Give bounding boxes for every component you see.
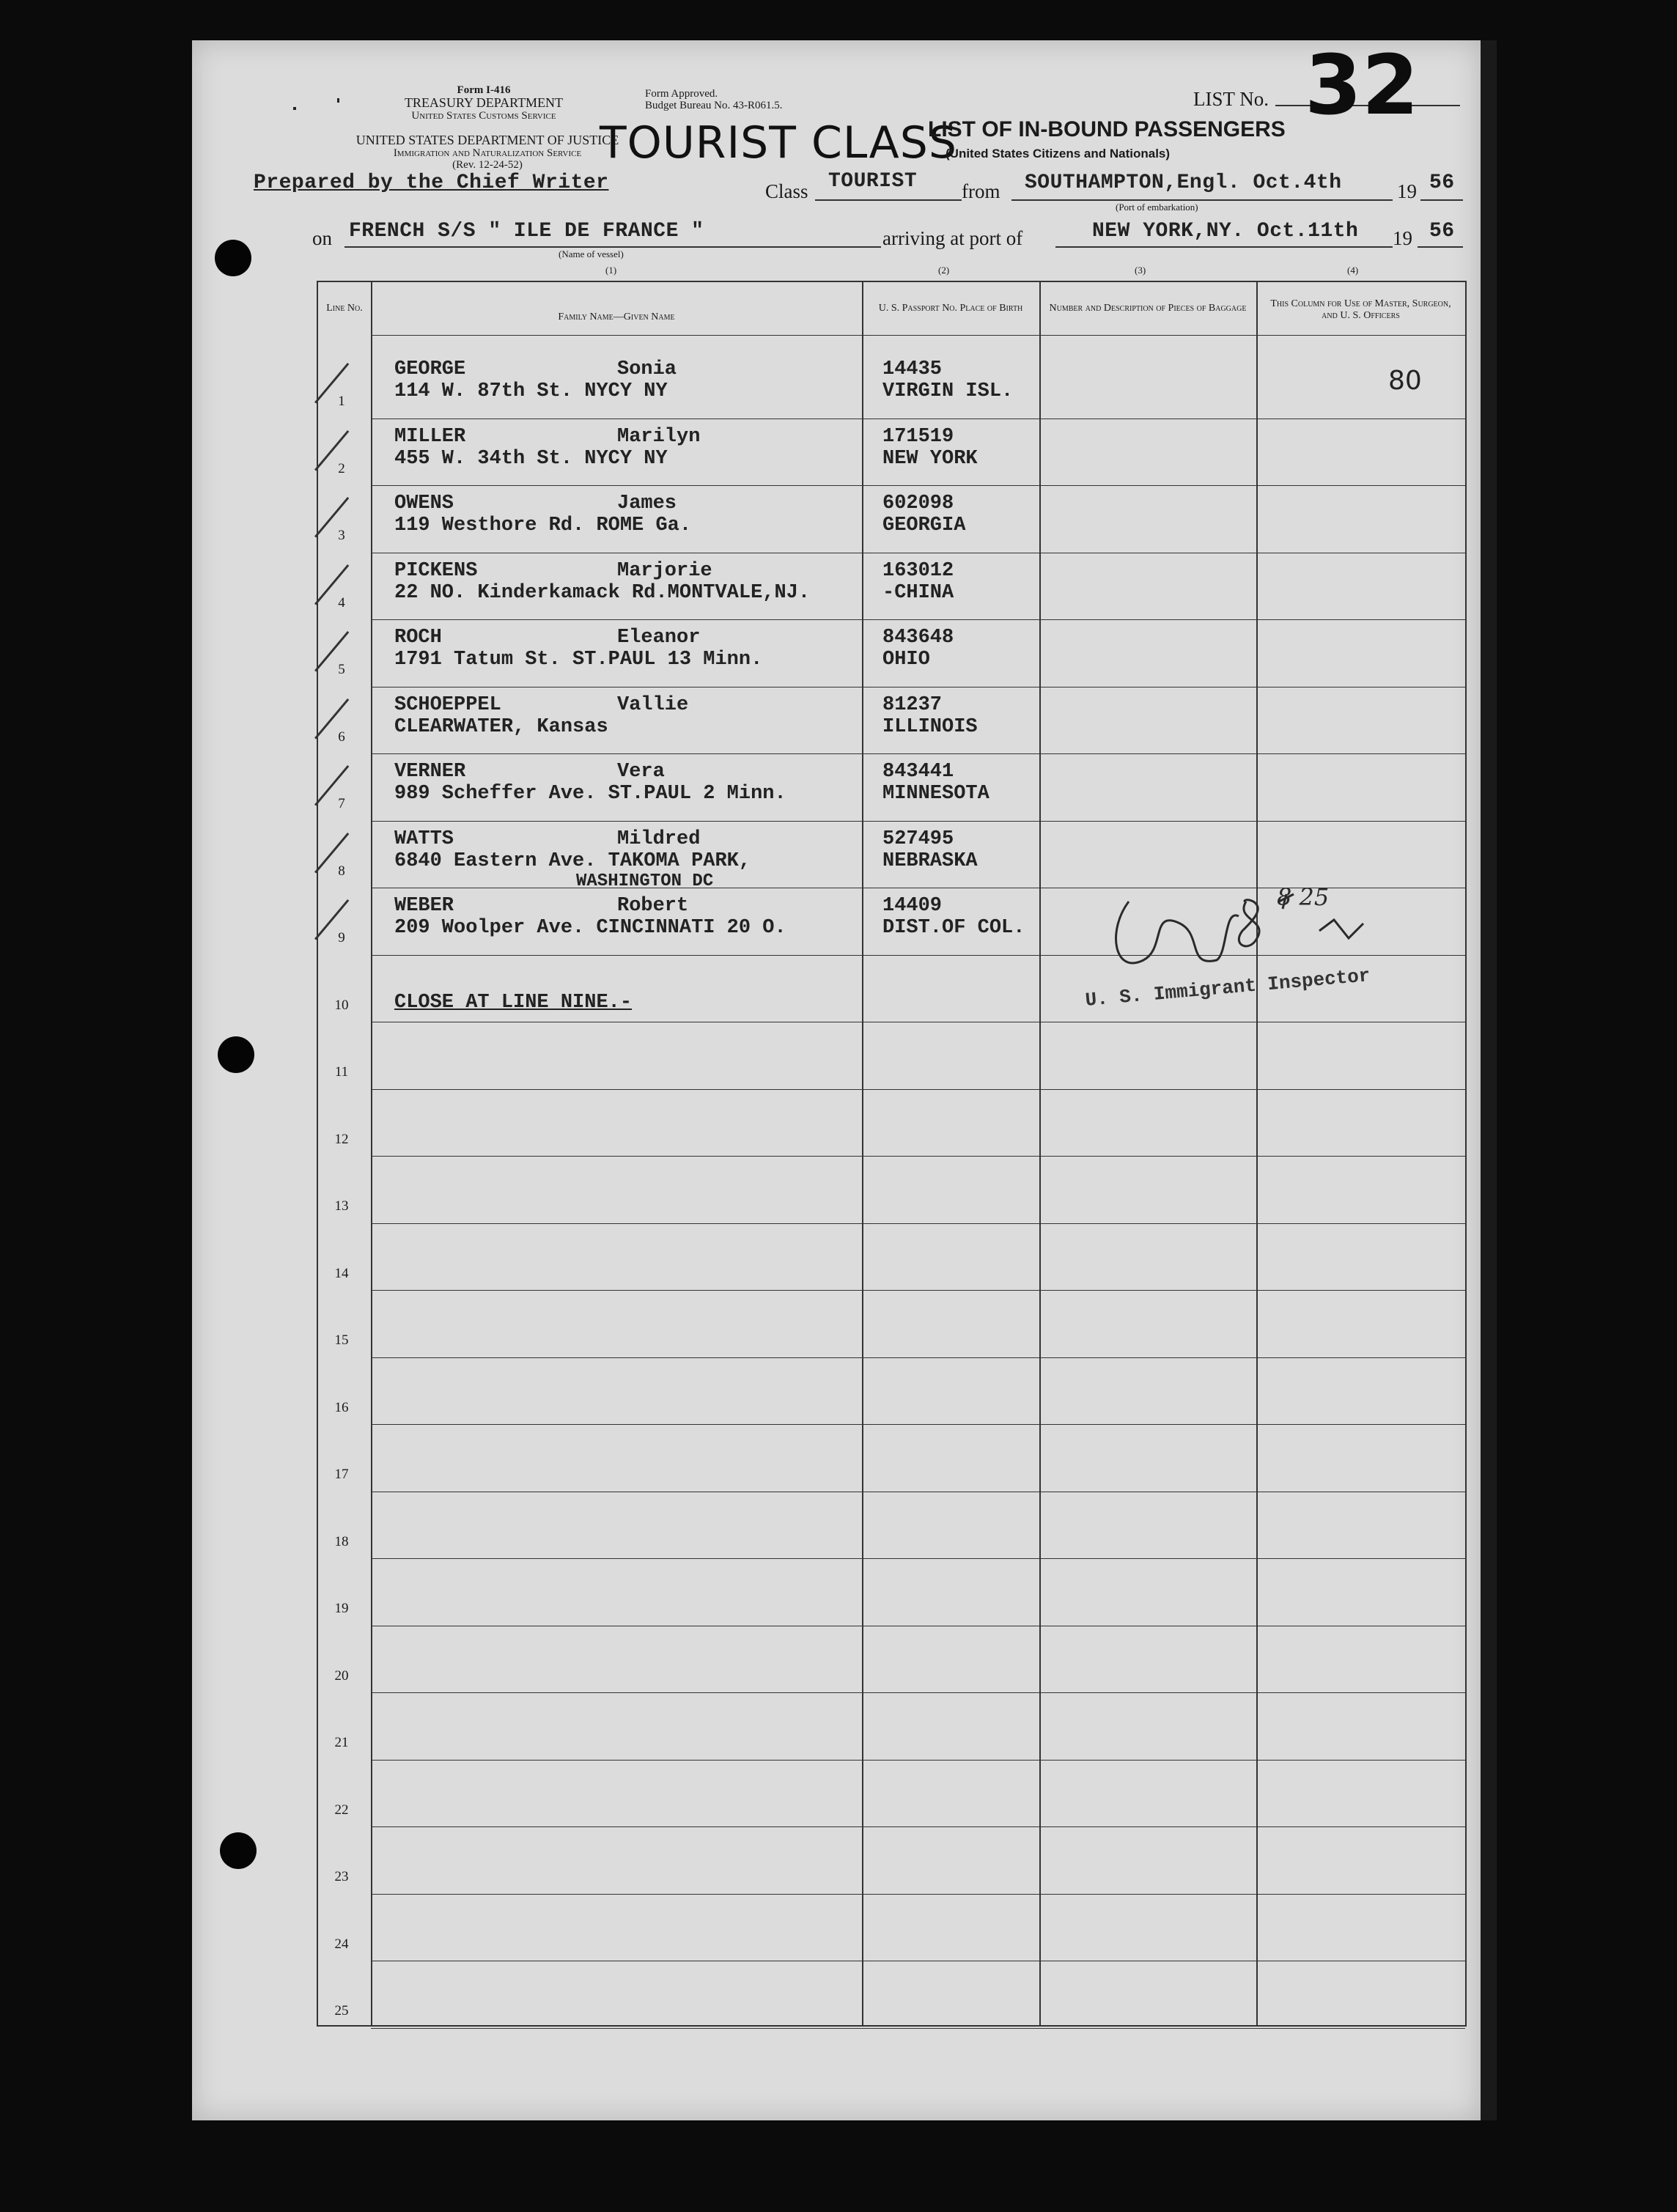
form-approved: Form Approved. — [645, 88, 718, 100]
family-name: VERNER — [394, 761, 466, 783]
row-line-number: 20 — [334, 1667, 349, 1684]
family-name: OWENS — [394, 493, 454, 515]
col-divider-name — [862, 282, 863, 2025]
list-subtitle: (United States Citizens and Nationals) — [946, 147, 1171, 161]
approval-block — [645, 88, 850, 111]
row-line-number: 8 — [338, 863, 345, 879]
row-rule — [371, 1826, 1465, 1827]
ins-service: Immigration and Naturalization Service — [393, 147, 582, 159]
row-rule — [371, 1692, 1465, 1693]
class-value: TOURIST — [828, 170, 918, 193]
form-number: Form I-416 — [457, 84, 511, 96]
row-rule — [371, 1424, 1465, 1425]
address: 1791 Tatum St. ST.PAUL 13 Minn. — [394, 649, 763, 671]
family-name: PICKENS — [394, 559, 478, 582]
arriving-label: arriving at port of — [882, 227, 1023, 249]
class-label: Class — [765, 180, 808, 202]
budget-bureau: Budget Bureau No. 43-R061.5. — [645, 100, 783, 111]
arrival-year-prefix: 19 — [1393, 227, 1412, 249]
row-line-number: 11 — [334, 1064, 349, 1080]
family-name: GEORGE — [394, 358, 466, 380]
from-value: SOUTHAMPTON,Engl. Oct.4th — [1025, 172, 1342, 194]
tourist-class-stamp: TOURIST CLASS — [600, 117, 957, 169]
row-line-number: 22 — [334, 1802, 349, 1818]
row-line-number: 7 — [338, 796, 345, 811]
row-line-number: 21 — [334, 1735, 349, 1750]
col-head-passport: U. S. Passport No. Place of Birth — [878, 303, 1023, 314]
table-header-rule — [371, 335, 1465, 336]
form-header-left — [381, 84, 586, 122]
col-divider-line — [371, 282, 372, 2025]
given-name: Mildred — [617, 827, 701, 850]
row-rule — [371, 1290, 1465, 1291]
row-rule — [371, 821, 1465, 822]
justice-dept: UNITED STATES DEPARTMENT OF JUSTICE — [355, 133, 619, 147]
address-line-2: WASHINGTON DC — [576, 871, 714, 891]
row-line-number: 25 — [334, 2003, 349, 2019]
col-head-officers: This Column for Use of Master, Surgeon, and U. S. Officers — [1270, 298, 1451, 321]
place-of-birth: OHIO — [882, 649, 930, 671]
address: 989 Scheffer Ave. ST.PAUL 2 Minn. — [394, 783, 786, 805]
passport-number: 527495 — [882, 827, 954, 850]
col-head-line: Line No. — [326, 303, 363, 314]
corner-mark — [337, 98, 339, 103]
passport-number: 602098 — [882, 493, 954, 515]
port-caption: (Port of embarkation) — [1116, 202, 1198, 213]
row-rule — [371, 1223, 1465, 1224]
col-divider-baggage — [1256, 282, 1258, 2025]
row-rule — [371, 1760, 1465, 1761]
close-note: CLOSE AT LINE NINE.- — [394, 991, 633, 1014]
row-line-number: 23 — [334, 1869, 349, 1884]
from-year-prefix: 19 — [1397, 180, 1417, 202]
passport-number: 14409 — [882, 895, 943, 917]
row-line-number: 5 — [338, 662, 345, 677]
address: 455 W. 34th St. NYCY NY — [394, 447, 668, 470]
punch-hole-bottom — [220, 1832, 257, 1869]
row-line-number: 1 — [338, 394, 345, 409]
place-of-birth: DIST.OF COL. — [882, 917, 1025, 939]
row-rule — [371, 2028, 1465, 2029]
row-rule — [371, 753, 1465, 754]
address: CLEARWATER, Kansas — [394, 715, 608, 738]
row-line-number: 17 — [334, 1467, 349, 1482]
row-line-number: 2 — [338, 460, 345, 476]
address: 22 NO. Kinderkamack Rd.MONTVALE,NJ. — [394, 581, 811, 604]
passport-number: 843441 — [882, 761, 954, 783]
place-of-birth: NEBRASKA — [882, 849, 978, 872]
row-line-number: 12 — [334, 1131, 349, 1147]
punch-hole-top — [215, 240, 251, 276]
row-line-number: 14 — [334, 1265, 349, 1281]
row-rule — [371, 485, 1465, 486]
row-rule — [371, 1357, 1465, 1358]
list-title: LIST OF IN-BOUND PASSENGERS — [928, 117, 1286, 141]
address: 6840 Eastern Ave. TAKOMA PARK, — [394, 849, 751, 872]
row-line-number: 9 — [338, 930, 345, 945]
revision: (Rev. 12-24-52) — [452, 159, 523, 171]
place-of-birth: GEORGIA — [882, 515, 966, 537]
row-rule — [371, 1156, 1465, 1157]
family-name: ROCH — [394, 627, 442, 649]
col-num-4: (4) — [1347, 265, 1359, 276]
row-line-number: 10 — [334, 997, 349, 1013]
vessel-underline — [344, 246, 881, 248]
col-head-name: Family Name—Given Name — [558, 311, 675, 322]
class-underline — [815, 199, 962, 201]
passport-number: 843648 — [882, 627, 954, 649]
row-line-number: 19 — [334, 1601, 349, 1616]
row-rule — [371, 1558, 1465, 1559]
officer-note: 80 — [1388, 366, 1422, 396]
col-head-baggage: Number and Description of Pieces of Baggage — [1049, 303, 1247, 314]
family-name: WATTS — [394, 827, 454, 850]
col-num-2: (2) — [938, 265, 950, 276]
customs-service: United States Customs Service — [411, 110, 556, 122]
given-name: Marilyn — [617, 425, 701, 448]
passport-number: 14435 — [882, 358, 943, 380]
passport-number: 171519 — [882, 425, 954, 448]
col-divider-passport — [1039, 282, 1041, 2025]
place-of-birth: ILLINOIS — [882, 715, 978, 738]
from-year-underline — [1420, 199, 1463, 201]
row-line-number: 24 — [334, 1936, 349, 1952]
prepared-by: Prepared by the Chief Writer — [254, 172, 609, 194]
row-line-number: 18 — [334, 1533, 349, 1549]
address: 119 Westhore Rd. ROME Ga. — [394, 515, 692, 537]
col-num-1: (1) — [605, 265, 617, 276]
given-name: Sonia — [617, 358, 677, 380]
vessel-name: FRENCH S/S " ILE DE FRANCE " — [349, 220, 704, 243]
family-name: MILLER — [394, 425, 466, 448]
row-rule — [371, 1894, 1465, 1895]
place-of-birth: NEW YORK — [882, 447, 978, 470]
inspector-caption: U. S. Immigrant Inspector — [1084, 965, 1371, 1011]
row-line-number: 4 — [338, 594, 345, 611]
list-number: 32 — [1305, 38, 1419, 133]
vessel-caption: (Name of vessel) — [559, 248, 624, 259]
given-name: Vera — [617, 761, 665, 783]
given-name: Marjorie — [617, 559, 712, 582]
passport-number: 163012 — [882, 559, 954, 582]
arrival-value: NEW YORK,NY. Oct.11th — [1092, 220, 1359, 243]
row-line-number: 16 — [334, 1399, 349, 1415]
row-line-number: 6 — [338, 729, 345, 745]
passport-number: 81237 — [882, 693, 943, 716]
given-name: James — [617, 493, 677, 515]
arrival-underline — [1055, 246, 1393, 248]
given-name: Eleanor — [617, 627, 701, 649]
punch-hole-middle — [218, 1036, 254, 1073]
arrival-year-underline — [1418, 246, 1463, 248]
family-name: WEBER — [394, 895, 454, 917]
from-underline — [1011, 199, 1393, 201]
address: 114 W. 87th St. NYCY NY — [394, 380, 668, 402]
place-of-birth: -CHINA — [882, 581, 954, 604]
signature-time: 8 25 — [1277, 883, 1330, 911]
list-number-label: LIST No. — [1193, 88, 1269, 110]
given-name: Vallie — [617, 693, 689, 716]
row-line-number: 15 — [334, 1332, 349, 1348]
place-of-birth: VIRGIN ISL. — [882, 380, 1014, 402]
from-year: 56 — [1429, 172, 1455, 194]
given-name: Robert — [617, 895, 689, 917]
row-line-number: 13 — [334, 1198, 349, 1214]
col-num-3: (3) — [1135, 265, 1146, 276]
place-of-birth: MINNESOTA — [882, 783, 989, 805]
corner-mark — [293, 107, 296, 110]
row-line-number: 3 — [338, 528, 345, 543]
treasury-dept: TREASURY DEPARTMENT — [404, 95, 564, 110]
row-rule — [371, 619, 1465, 620]
on-label: on — [312, 227, 332, 249]
address: 209 Woolper Ave. CINCINNATI 20 O. — [394, 917, 786, 939]
from-label: from — [962, 180, 1000, 202]
row-rule — [371, 1089, 1465, 1090]
family-name: SCHOEPPEL — [394, 693, 501, 716]
passenger-table — [317, 281, 1467, 2027]
arrival-year: 56 — [1429, 220, 1455, 243]
